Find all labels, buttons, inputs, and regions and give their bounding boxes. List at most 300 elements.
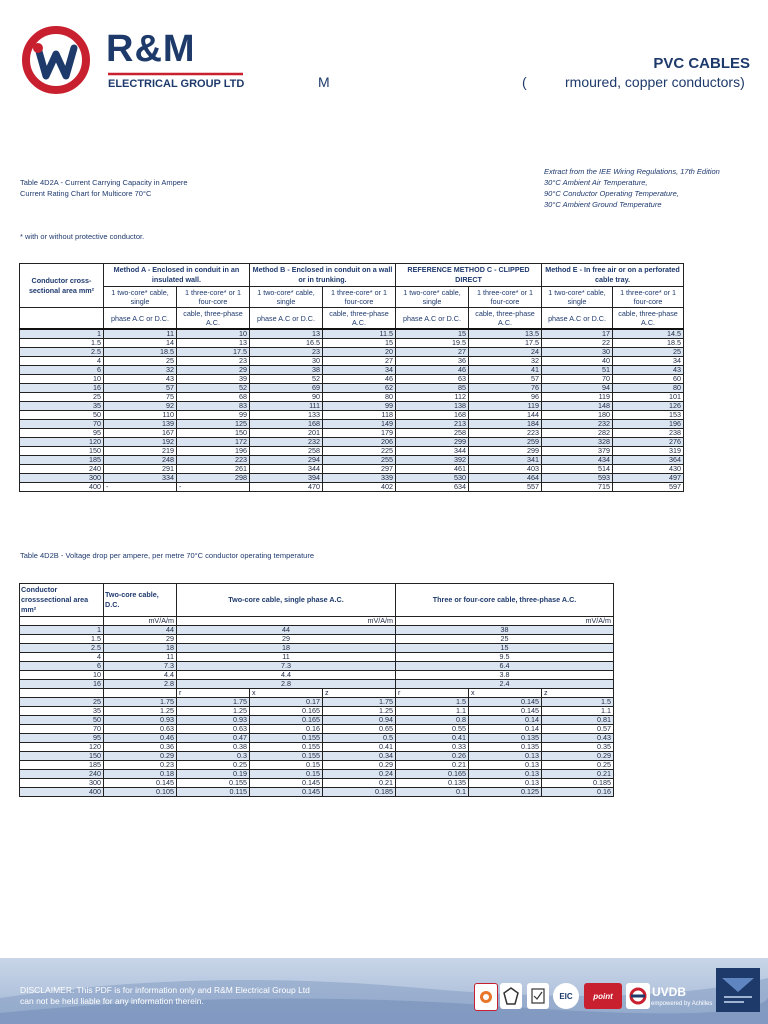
table-cell: 149 [323, 420, 396, 429]
table-cell: 44 [177, 626, 396, 635]
table-cell: 299 [469, 447, 542, 456]
table-row [20, 752, 614, 761]
unit-label: mV/A/m [104, 617, 177, 626]
table-cell: 11 [104, 329, 177, 339]
table-cell: 50 [20, 716, 104, 725]
subheader: 1 two-core* cable, single [250, 287, 323, 308]
col-header-conductor-area: Conductor crosssectional area mm² [20, 584, 104, 617]
empty-cell [20, 308, 104, 330]
table-cell: 298 [177, 474, 250, 483]
table-cell: 9.5 [396, 653, 614, 662]
table-cell: 0.105 [104, 788, 177, 797]
table-cell: 0.145 [469, 698, 542, 707]
table-cell: 18.5 [613, 339, 684, 348]
table-cell: 150 [20, 752, 104, 761]
table-row [20, 671, 614, 680]
table-cell: 99 [323, 402, 396, 411]
table-cell: 0.185 [542, 779, 614, 788]
table-row [20, 770, 614, 779]
table-cell: 328 [542, 438, 613, 447]
table-cell: 0.93 [104, 716, 177, 725]
table-row [20, 743, 614, 752]
table-cell: 0.81 [542, 716, 614, 725]
table-row [20, 644, 614, 653]
empty-cell [104, 689, 177, 698]
table-cell: 300 [20, 474, 104, 483]
regulation-note: 30°C Ambient Ground Temperature [544, 200, 662, 209]
table-cell: 0.43 [542, 734, 614, 743]
table-cell: 0.65 [323, 725, 396, 734]
uvdb-roundel-icon [626, 983, 650, 1009]
table-row [20, 653, 614, 662]
table-cell: 282 [542, 429, 613, 438]
table-cell: 144 [469, 411, 542, 420]
table-cell: 0.135 [396, 779, 469, 788]
subtitle-fragment-rest: rmoured, copper conductors) [565, 74, 745, 90]
table-cell: 96 [469, 393, 542, 402]
empty-cell [20, 617, 104, 626]
table-cell: 0.155 [250, 734, 323, 743]
table-cell: 341 [469, 456, 542, 465]
table-cell: 15 [323, 339, 396, 348]
table-row [20, 411, 684, 420]
table-cell: 118 [323, 411, 396, 420]
table-row [20, 483, 684, 492]
table-cell: 101 [613, 393, 684, 402]
table-cell: 196 [613, 420, 684, 429]
table-row [20, 438, 684, 447]
table-cell: 57 [104, 384, 177, 393]
table-row [20, 348, 684, 357]
table-cell: 0.5 [323, 734, 396, 743]
table-cell: 19.5 [396, 339, 469, 348]
table-row [20, 474, 684, 483]
empty-cell [20, 689, 104, 698]
table-cell: 0.29 [323, 761, 396, 770]
table-row [20, 456, 684, 465]
table-cell: 0.155 [250, 743, 323, 752]
table-cell: 291 [104, 465, 177, 474]
regulation-note: Extract from the IEE Wiring Regulations, 17th Edition [544, 167, 720, 176]
table-cell: 23 [177, 357, 250, 366]
footnote: * with or without protective conductor. [20, 232, 145, 241]
table-cell: 213 [396, 420, 469, 429]
table-cell: 514 [542, 465, 613, 474]
table-row [20, 761, 614, 770]
table-cell: 192 [104, 438, 177, 447]
table-cell: 83 [177, 402, 250, 411]
table-cell: 0.165 [250, 707, 323, 716]
table-cell: 1.25 [177, 707, 250, 716]
table-cell: 0.13 [469, 761, 542, 770]
table-cell: 41 [469, 366, 542, 375]
table-cell: 400 [20, 483, 104, 492]
table-cell: 0.38 [177, 743, 250, 752]
table-cell: 364 [613, 456, 684, 465]
table-cell: 32 [469, 357, 542, 366]
subheader: 1 three-core* or 1 four-core [177, 287, 250, 308]
subtitle-fragment-paren: ( [522, 74, 527, 90]
table-cell: 0.135 [469, 734, 542, 743]
table-cell: 557 [469, 483, 542, 492]
table-cell: 111 [250, 402, 323, 411]
col-header-three-four-core: Three or four-core cable, three-phase A.C. [396, 584, 614, 617]
table-cell: 44 [104, 626, 177, 635]
subheader: 1 three-core* or 1 four-core [613, 287, 684, 308]
col-header-two-core-dc: Two-core cable, D.C. [104, 584, 177, 617]
award-badge-icon [716, 968, 760, 1012]
table-cell: 6 [20, 366, 104, 375]
table-cell: 2.5 [20, 348, 104, 357]
table-cell: 32 [104, 366, 177, 375]
table-cell: 219 [104, 447, 177, 456]
table-cell: 344 [396, 447, 469, 456]
table-row [20, 357, 684, 366]
phase-header: cable, three-phase A.C. [177, 308, 250, 330]
table-cell: 0.14 [469, 716, 542, 725]
table-cell: 133 [250, 411, 323, 420]
table-cell: 172 [177, 438, 250, 447]
rxz-label: r [396, 689, 469, 698]
table-cell: 95 [20, 429, 104, 438]
table1-caption [20, 177, 188, 199]
table-cell: 150 [177, 429, 250, 438]
company-name: ELECTRICAL GROUP LTD [108, 78, 245, 90]
eic-logo: EIC [553, 983, 579, 1009]
table-cell: 0.94 [323, 716, 396, 725]
table-cell: 259 [469, 438, 542, 447]
phase-header: phase A.C or D.C. [396, 308, 469, 330]
table-cell: 0.41 [323, 743, 396, 752]
table-cell: 46 [396, 366, 469, 375]
table-cell: 6.4 [396, 662, 614, 671]
table-cell: 0.25 [177, 761, 250, 770]
table-cell: 1.25 [104, 707, 177, 716]
table-cell: 179 [323, 429, 396, 438]
table-cell: 1.1 [542, 707, 614, 716]
table-cell: 0.165 [250, 716, 323, 725]
table-cell: 294 [250, 456, 323, 465]
uvdb-logo-text: UVDB [652, 985, 687, 999]
disclaimer [20, 985, 370, 1007]
table-cell: 0.165 [396, 770, 469, 779]
table-cell: 597 [613, 483, 684, 492]
phase-header: phase A.C or D.C. [104, 308, 177, 330]
rxz-label: z [323, 689, 396, 698]
table-cell: 240 [20, 465, 104, 474]
table-cell: 470 [250, 483, 323, 492]
table-cell: 38 [396, 626, 614, 635]
disclaimer-line: can not be held liable for any information therein. [20, 996, 204, 1006]
table-cell: 3.8 [396, 671, 614, 680]
table-cell: 715 [542, 483, 613, 492]
table-cell: 196 [177, 447, 250, 456]
table-cell: 20 [323, 348, 396, 357]
table-cell: 0.24 [323, 770, 396, 779]
table-row [20, 707, 614, 716]
table-cell: 339 [323, 474, 396, 483]
table-cell: 206 [323, 438, 396, 447]
table-cell: 119 [542, 393, 613, 402]
table-cell: 0.36 [104, 743, 177, 752]
table-cell: 24 [469, 348, 542, 357]
table-cell: 0.23 [104, 761, 177, 770]
table-cell: 52 [250, 375, 323, 384]
table-cell: 34 [613, 357, 684, 366]
table-cell: 0.33 [396, 743, 469, 752]
table-cell: 52 [177, 384, 250, 393]
table-cell: 300 [20, 779, 104, 788]
table-cell: 80 [613, 384, 684, 393]
table-cell: - [104, 483, 177, 492]
table-row [20, 725, 614, 734]
table-cell: 18 [104, 644, 177, 653]
table-cell: 110 [104, 411, 177, 420]
phase-header: cable, three-phase A.C. [613, 308, 684, 330]
table-cell: 0.19 [177, 770, 250, 779]
table-cell: 40 [542, 357, 613, 366]
table-row [20, 465, 684, 474]
table-cell: 10 [177, 329, 250, 339]
table-cell: 36 [396, 357, 469, 366]
subtitle-fragment-m: M [318, 74, 330, 90]
table-cell: 0.41 [396, 734, 469, 743]
table-cell: 0.15 [250, 770, 323, 779]
regulation-notes [544, 166, 720, 210]
method-c-header: REFERENCE METHOD C - CLIPPED DIRECT [396, 264, 542, 287]
table-cell: 70 [20, 420, 104, 429]
table1-caption-line: Current Rating Chart for Multicore 70°C [20, 189, 152, 198]
table-cell: 85 [396, 384, 469, 393]
table-cell: 30 [250, 357, 323, 366]
table-cell: 0.145 [250, 788, 323, 797]
subheader: 1 three-core* or 1 four-core [469, 287, 542, 308]
table-cell: 1.1 [396, 707, 469, 716]
table-cell: 0.13 [469, 770, 542, 779]
table-cell: 299 [396, 438, 469, 447]
table-cell: 15 [396, 644, 614, 653]
table-cell: 23 [250, 348, 323, 357]
table-cell: 0.135 [469, 743, 542, 752]
table-row [20, 779, 614, 788]
method-a-header: Method A - Enclosed in conduit in an insulated wall. [104, 264, 250, 287]
table-cell: 0.46 [104, 734, 177, 743]
table-cell: 248 [104, 456, 177, 465]
table-cell: 63 [396, 375, 469, 384]
col-header-conductor-area: Conductor cross-sectional area mm² [20, 264, 104, 308]
table-cell: 0.57 [542, 725, 614, 734]
table-cell: 70 [542, 375, 613, 384]
table-cell: 258 [396, 429, 469, 438]
table-cell: 255 [323, 456, 396, 465]
table1-caption-line: Table 4D2A - Current Carrying Capacity in Ampere [20, 178, 188, 187]
table-cell: 4.4 [104, 671, 177, 680]
table-cell: 7.3 [104, 662, 177, 671]
table-cell: 4 [20, 653, 104, 662]
table-cell: 11.5 [323, 329, 396, 339]
table-cell: 25 [20, 393, 104, 402]
table-cell: 0.13 [469, 779, 542, 788]
point-logo: point [584, 983, 622, 1009]
table-cell: 22 [542, 339, 613, 348]
table-cell: 29 [104, 635, 177, 644]
table-cell: 334 [104, 474, 177, 483]
table-cell: 11 [177, 653, 396, 662]
table-cell: 14.5 [613, 329, 684, 339]
current-rating-table [19, 263, 684, 492]
table-cell: 25 [396, 635, 614, 644]
table-row [20, 339, 684, 348]
table-cell: 0.21 [323, 779, 396, 788]
table-cell: 13 [177, 339, 250, 348]
uvdb-tagline: empowered by Achilles [651, 1001, 713, 1007]
table-cell: 46 [323, 375, 396, 384]
table-cell: 434 [542, 456, 613, 465]
table-cell: 1.5 [396, 698, 469, 707]
table-cell: 14 [104, 339, 177, 348]
subheader: 1 three-core* or 1 four-core [323, 287, 396, 308]
table-cell: 201 [250, 429, 323, 438]
table-cell: 69 [250, 384, 323, 393]
table-cell: 70 [20, 725, 104, 734]
table-cell: 1 [20, 329, 104, 339]
table-cell: 0.21 [542, 770, 614, 779]
table-cell: 392 [396, 456, 469, 465]
table-cell: 261 [177, 465, 250, 474]
table-cell: 167 [104, 429, 177, 438]
table-cell: 1.5 [20, 635, 104, 644]
table-cell: 232 [250, 438, 323, 447]
table-cell: 153 [613, 411, 684, 420]
table-cell: 240 [20, 770, 104, 779]
table-cell: 90 [250, 393, 323, 402]
subheader: 1 two-core* cable, single [396, 287, 469, 308]
table-cell: 0.47 [177, 734, 250, 743]
table-cell: 223 [177, 456, 250, 465]
table-cell: 2.8 [177, 680, 396, 689]
table-cell: 0.13 [469, 752, 542, 761]
rxz-label: z [542, 689, 614, 698]
table-cell: 180 [542, 411, 613, 420]
method-b-header: Method B - Enclosed in conduit on a wall or in trunking. [250, 264, 396, 287]
table-cell: 0.145 [469, 707, 542, 716]
table-cell: 25 [613, 348, 684, 357]
table-cell: 94 [542, 384, 613, 393]
rxz-label: x [469, 689, 542, 698]
table-cell: 0.155 [250, 752, 323, 761]
table-row [20, 680, 614, 689]
table-cell: 1.5 [542, 698, 614, 707]
table-cell: 430 [613, 465, 684, 474]
table-cell: 1.25 [323, 707, 396, 716]
table-cell: 139 [104, 420, 177, 429]
table-cell: 99 [177, 411, 250, 420]
table-cell: 29 [177, 635, 396, 644]
table-cell: 15 [396, 329, 469, 339]
table-cell: 13.5 [469, 329, 542, 339]
company-initials: R&M [106, 28, 196, 70]
table-cell: 185 [20, 456, 104, 465]
subheader: 1 two-core* cable, single [542, 287, 613, 308]
table-cell: 0.145 [250, 779, 323, 788]
table-cell: 0.1 [396, 788, 469, 797]
table-cell: 27 [323, 357, 396, 366]
certification-logo [474, 983, 498, 1011]
subheader: 1 two-core* cable, single [104, 287, 177, 308]
table-cell: 126 [613, 402, 684, 411]
table-cell: 0.29 [542, 752, 614, 761]
table-cell: 35 [20, 707, 104, 716]
table-cell: 125 [177, 420, 250, 429]
table-cell: 464 [469, 474, 542, 483]
phase-header: phase A.C or D.C. [542, 308, 613, 330]
table-cell: 16 [20, 384, 104, 393]
table-cell: 0.14 [469, 725, 542, 734]
table-cell: 75 [104, 393, 177, 402]
table-row [20, 626, 614, 635]
method-e-header: Method E - In free air or on a perforated cable tray. [542, 264, 684, 287]
table-cell: 27 [396, 348, 469, 357]
table-cell: 43 [104, 375, 177, 384]
table-cell: 0.3 [177, 752, 250, 761]
table-cell: 17.5 [177, 348, 250, 357]
table-cell: 258 [250, 447, 323, 456]
table-cell: 0.26 [396, 752, 469, 761]
table-cell: 7.3 [177, 662, 396, 671]
table-cell: 344 [250, 465, 323, 474]
table-cell: 120 [20, 438, 104, 447]
table-cell: 0.29 [104, 752, 177, 761]
table-cell: 530 [396, 474, 469, 483]
table-cell: 43 [613, 366, 684, 375]
table2-caption: Table 4D2B - Voltage drop per ampere, per metre 70°C conductor operating temperature [20, 551, 314, 560]
table-cell: 0.63 [177, 725, 250, 734]
table-cell: 138 [396, 402, 469, 411]
phase-header: cable, three-phase A.C. [469, 308, 542, 330]
table-cell: 16 [20, 680, 104, 689]
table-cell: 0.25 [542, 761, 614, 770]
table-cell: 402 [323, 483, 396, 492]
table-cell: 60 [613, 375, 684, 384]
table-cell: 0.15 [250, 761, 323, 770]
table-cell: 1.5 [20, 339, 104, 348]
table-cell: 184 [469, 420, 542, 429]
table-cell: 11 [104, 653, 177, 662]
table-cell: 0.115 [177, 788, 250, 797]
table-cell: 297 [323, 465, 396, 474]
regulation-note: 90°C Conductor Operating Temperature, [544, 189, 679, 198]
table-cell: 10 [20, 671, 104, 680]
table-cell: 1.75 [177, 698, 250, 707]
table-row [20, 716, 614, 725]
table-cell: 18 [177, 644, 396, 653]
rxz-label: x [250, 689, 323, 698]
table-cell: 120 [20, 743, 104, 752]
table-cell: 2.4 [396, 680, 614, 689]
table-cell: 223 [469, 429, 542, 438]
table-cell: 168 [250, 420, 323, 429]
table-cell: - [177, 483, 250, 492]
phase-header: cable, three-phase A.C. [323, 308, 396, 330]
table-row [20, 329, 684, 339]
approval-logo [527, 983, 549, 1009]
table-cell: 35 [20, 402, 104, 411]
table-cell: 95 [20, 734, 104, 743]
table-cell: 112 [396, 393, 469, 402]
table-cell: 25 [20, 698, 104, 707]
table-cell: 0.185 [323, 788, 396, 797]
table-row [20, 384, 684, 393]
